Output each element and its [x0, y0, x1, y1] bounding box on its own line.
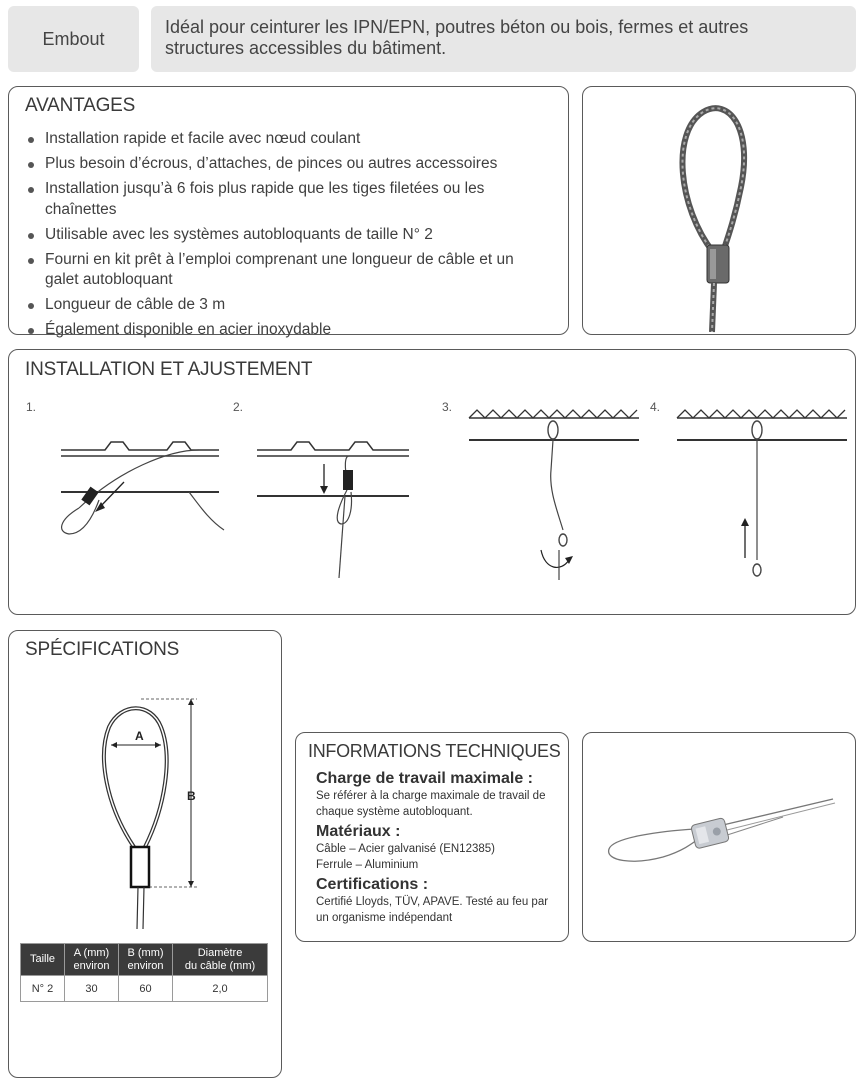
product-description	[151, 6, 856, 72]
kit-photo-panel	[582, 732, 856, 942]
step-number: 2.	[233, 400, 244, 414]
section-text: Câble – Acier galvanisé (EN12385)	[316, 843, 495, 855]
table-cell: 2,0	[173, 976, 268, 1002]
column-header: Taille	[21, 944, 65, 976]
technical-info-body	[316, 767, 566, 926]
table-header-row	[21, 944, 268, 976]
specifications-table	[20, 943, 268, 1002]
loop-dimension-diagram	[89, 697, 269, 937]
table-cell: 60	[119, 976, 173, 1002]
table-row	[21, 976, 268, 1002]
section-heading: Charge de travail maximale :	[316, 770, 533, 787]
section-heading: Certifications :	[316, 876, 429, 893]
column-header: B (mm) environ	[119, 944, 173, 976]
advantage-item: Plus besoin d’écrous, d’attaches, de pinces ou autres accessoires	[21, 154, 551, 175]
technical-info-title: INFORMATIONS TECHNIQUES	[308, 741, 561, 761]
step-3-illustration	[465, 400, 645, 580]
description-line-2: structures accessibles du bâtiment.	[165, 38, 447, 58]
installation-panel	[8, 349, 856, 615]
installation-title: INSTALLATION ET AJUSTEMENT	[25, 359, 313, 380]
advantages-title: AVANTAGES	[25, 95, 136, 116]
section-text: chaque système autobloquant.	[316, 806, 473, 818]
technical-info-panel	[295, 732, 569, 942]
dimension-label-b: B	[187, 789, 196, 803]
table-cell: 30	[65, 976, 119, 1002]
section-text: Certifié Lloyds, TÜV, APAVE. Testé au feu par	[316, 896, 549, 908]
advantage-item: Utilisable avec les systèmes autobloquants de taille N° 2	[21, 225, 551, 246]
column-header: A (mm) environ	[65, 944, 119, 976]
cable-kit-photo	[583, 733, 855, 941]
table-cell: N° 2	[21, 976, 65, 1002]
advantages-list	[21, 129, 551, 345]
step-number: 1.	[26, 400, 37, 414]
column-header: Diamètre du câble (mm)	[173, 944, 268, 976]
section-heading: Matériaux :	[316, 823, 401, 840]
step-1-illustration	[49, 430, 239, 580]
specifications-panel	[8, 630, 282, 1078]
cable-loop-photo	[583, 87, 855, 334]
advantage-item: Fourni en kit prêt à l’emploi comprenant une longueur de câble et un galet autobloquant	[21, 250, 551, 291]
step-number: 4.	[650, 400, 661, 414]
advantage-item: Également disponible en acier inoxydable	[21, 320, 551, 341]
dimension-label-a: A	[135, 729, 144, 743]
specifications-title: SPÉCIFICATIONS	[25, 639, 180, 660]
section-text: Se référer à la charge maximale de travail de	[316, 790, 546, 802]
step-4-illustration	[673, 400, 853, 580]
section-text: un organisme indépendant	[316, 912, 453, 924]
description-line-1: Idéal pour ceinturer les IPN/EPN, poutres béton ou bois, fermes et autres	[165, 17, 749, 37]
advantage-item: Installation jusqu’à 6 fois plus rapide que les tiges filetées ou les chaînettes	[21, 179, 551, 220]
step-number: 3.	[442, 400, 453, 414]
advantages-panel	[8, 86, 569, 338]
product-tag: Embout	[8, 6, 139, 72]
advantage-item: Installation rapide et facile avec nœud coulant	[21, 129, 551, 150]
step-2-illustration	[249, 430, 429, 580]
advantage-item: Longueur de câble de 3 m	[21, 295, 551, 316]
section-text: Ferrule – Aluminium	[316, 859, 419, 871]
product-photo-panel	[582, 86, 856, 335]
